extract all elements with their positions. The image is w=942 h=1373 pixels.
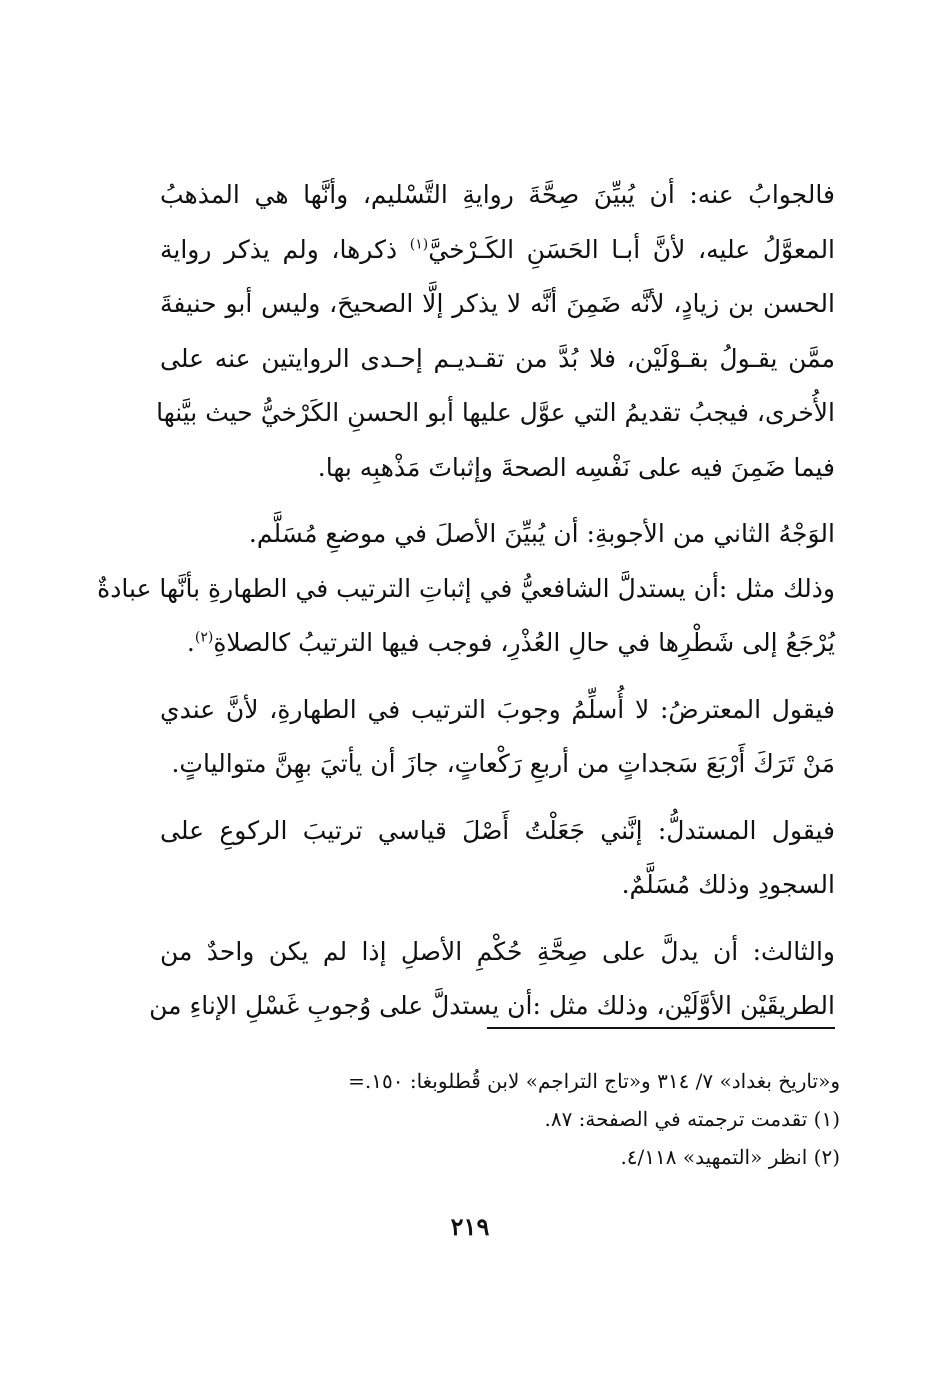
text-line-part: يُرْجَعُ إلى شَطْرِها في حالِ العُذْرِ، فوجب فيها الترتيبُ كالصلاةِ <box>213 628 835 657</box>
page-number: ٢١٩ <box>450 1212 490 1241</box>
footnote-1: (١) تقدمت ترجمته في الصفحة: ٨٧. <box>544 1107 840 1131</box>
paragraph-answer <box>156 168 836 495</box>
text-line: الحسن بن زيادٍ، لأنَّه ضَمِنَ أنَّه لا يذكر إلَّا الصحيحَ، وليس أبو حنيفةَ <box>160 289 835 318</box>
text-line: والثالث: أن يدلَّ على صِحَّةِ حُكْمِ الأصلِ إذا لم يكن واحدٌ من <box>160 936 835 966</box>
text-line: فيقول المعترضُ: لا أُسلِّمُ وجوبَ الترتيب في الطهارةِ، لأنَّ عندي <box>160 694 835 724</box>
paragraph-reasoner <box>160 804 835 913</box>
footnote-continuation <box>240 1062 840 1100</box>
text-line-part: ذكرها، ولم يذكر رواية <box>160 234 410 264</box>
footnote-marker: (١) <box>409 236 429 253</box>
footnote-marker: (٢) <box>194 629 214 646</box>
text-line-part: المعوَّلُ عليه، لأنَّ أبـا الحَسَنِ الكَـرْخيَّ <box>428 234 836 264</box>
footnotes <box>240 1062 840 1176</box>
text-line <box>160 616 835 671</box>
footnote-2: (٢) انظر «التمهيد» ٤/١١٨. <box>620 1145 840 1169</box>
text-line: فيقول المستدلُّ: إنَّني جَعَلْتُ أَصْلَ قياسي ترتيبَ الركوعِ على <box>160 815 835 845</box>
text-line: وذلك مثل :أن يستدلَّ الشافعيُّ في إثباتِ الترتيب في الطهارةِ بأنَّها عبادةٌ <box>97 573 835 603</box>
text-line: ممَّن يقـولُ بقـوْلَيْن، فلا بُدَّ من تقـديـم إحـدى الروايتين عنه على <box>160 343 835 373</box>
text-line: مَنْ تَرَكَ أَرْبَعَ سَجداتٍ من أربعِ رَكْعاتٍ، جازَ أن يأتيَ بهِنَّ متوالياتٍ. <box>171 749 835 778</box>
footnote-divider <box>487 1027 835 1029</box>
paragraph-second-aspect <box>97 507 835 671</box>
text-line: الوَجْهُ الثاني من الأجوبةِ: أن يُبيِّنَ الأصلَ في موضعِ مُسَلَّم. <box>248 519 835 548</box>
text-line <box>160 223 835 278</box>
text-line: فيما ضَمِنَ فيه على نَفْسِه الصحةَ وإثباتَ مَذْهبِه بها. <box>317 452 835 482</box>
text-line-part: . <box>186 628 195 657</box>
continuation-mark: = <box>348 1069 365 1093</box>
paragraph-objector <box>160 683 835 792</box>
text-line: الطريقَيْن الأوَّلَيْن، وذلك مثل :أن يستدلَّ على وُجوبِ غَسْلِ الإناءِ من <box>149 991 835 1020</box>
text-line: فالجوابُ عنه: أن يُبيِّنَ صِحَّةَ روايةِ التَّسْليم، وأنَّها هي المذهبُ <box>160 180 835 209</box>
paragraph-third <box>149 925 835 1034</box>
text-line: السجودِ وذلك مُسَلَّمٌ. <box>621 870 835 899</box>
main-text <box>97 168 836 1046</box>
text-line: الأُخرى، فيجبُ تقديمُ التي عوَّل عليها أبو الحسنِ الكَرْخيُّ حيث بيَّنها <box>156 398 835 427</box>
footnote-text: و«تاريخ بغداد» ٧/ ٣١٤ و«تاج التراجم» لابن قُطلوبغا: ١٥٠. <box>364 1069 840 1093</box>
